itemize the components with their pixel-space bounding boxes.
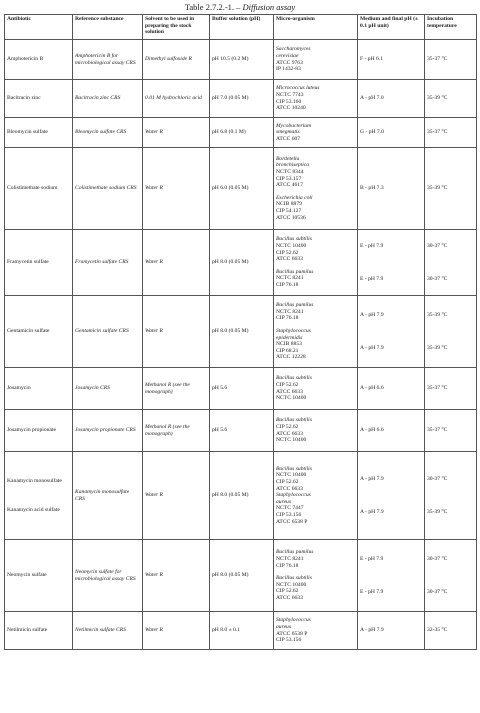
header-row — [5, 15, 477, 40]
solvent-cell-text: Water R — [145, 492, 163, 499]
incubation-cell-line: 35-39 °C — [427, 344, 448, 351]
micro-organism-cell-line: NCTC 8344 — [276, 169, 304, 176]
micro-organism-cell — [274, 118, 358, 148]
reference-substance-cell — [73, 40, 143, 80]
incubation-cell — [425, 410, 477, 452]
micro-organism-cell-line: CIP 52.62 — [276, 249, 299, 256]
medium-cell — [358, 368, 425, 410]
incubation-cell-text: 35-37 °C — [427, 129, 448, 136]
table-row — [5, 612, 477, 650]
solvent-cell-text: 0.01 M hydrochloric acid — [145, 95, 202, 102]
micro-organism-cell-line: ATCC 6633 — [276, 430, 303, 437]
reference-substance-cell-text: Gentamicin sulfate CRS — [75, 328, 129, 335]
reference-substance-cell-text: Framycetin sulfate CRS — [75, 259, 129, 266]
micro-organism-cell-line: NCTC 8241 — [276, 556, 304, 563]
micro-organism-cell-line: CIP 53.157 — [276, 175, 302, 182]
micro-organism-cell-line: CIP 76.18 — [276, 562, 299, 569]
solvent-cell-text: Methanol R (see the monograph) — [145, 381, 190, 395]
table-caption — [0, 2, 480, 12]
antibiotic-cell — [5, 368, 73, 410]
medium-cell-text: A - pH 6.6 — [360, 427, 384, 434]
micro-organism-cell-line: ATCC 9763 — [276, 59, 303, 66]
medium-cell — [358, 410, 425, 452]
buffer-cell — [210, 40, 274, 80]
antibiotic-cell-text: Netilmicin sulfate — [7, 627, 48, 634]
buffer-cell-text: pH 8.0 (0.05 M) — [212, 259, 249, 266]
antibiotic-cell-text: Josamycin — [7, 385, 31, 392]
antibiotic-cell-text: Amphotericin B — [7, 56, 44, 63]
micro-organism-cell-line: Bacillus pumilus — [276, 268, 314, 275]
reference-substance-cell — [73, 296, 143, 368]
buffer-cell — [210, 148, 274, 230]
micro-organism-cell-line: aureus — [276, 623, 292, 630]
buffer-cell — [210, 368, 274, 410]
micro-organism-cell-line: CIP 52.62 — [276, 423, 299, 430]
header-micro-organism: Micro-organism — [274, 15, 358, 40]
medium-cell — [358, 612, 425, 650]
medium-cell-text: A - pH 6.6 — [360, 385, 384, 392]
incubation-cell-text: 35-37 °C — [427, 385, 448, 392]
reference-substance-cell — [73, 148, 143, 230]
medium-cell-line: E - pH 7.9 — [360, 275, 384, 282]
reference-substance-cell-text: Netilmicin sulfate CRS — [75, 627, 126, 634]
medium-cell — [358, 118, 425, 148]
micro-organism-cell-line: NCTC 10400 — [276, 243, 307, 250]
micro-organism-cell-line: ATCC 6633 — [276, 485, 303, 492]
antibiotic-cell-line: Kanamycin acid sulfate — [7, 506, 60, 513]
micro-organism-cell-line: NCTC 7447 — [276, 505, 304, 512]
buffer-cell-text: pH 5.6 — [212, 385, 228, 392]
reference-substance-cell-text: Bacitracin zinc CRS — [75, 95, 121, 102]
buffer-cell-text: pH 10.5 (0.2 M) — [212, 56, 249, 63]
solvent-cell — [143, 296, 210, 368]
micro-organism-cell — [274, 612, 358, 650]
incubation-cell-text: 32-35 °C — [427, 627, 448, 634]
buffer-cell — [210, 612, 274, 650]
micro-organism-cell-line: NCIB 8853 — [276, 341, 302, 348]
table-row — [5, 230, 477, 296]
reference-substance-cell-text: Kanamycin monosulfate CRS — [75, 488, 130, 502]
incubation-cell-line: 30-37 °C — [427, 588, 448, 595]
medium-cell — [358, 148, 425, 230]
solvent-cell — [143, 40, 210, 80]
table-row — [5, 148, 477, 230]
reference-substance-cell-text: Amphotericin B for microbiological assay CRS — [75, 52, 136, 66]
incubation-cell-text: 35-39 °C — [427, 95, 448, 102]
medium-cell-line: E - pH 7.9 — [360, 588, 384, 595]
solvent-cell-text: Water R — [145, 328, 163, 335]
table-row — [5, 410, 477, 452]
buffer-cell-text: pH 8.0 ± 0.1 — [212, 627, 241, 634]
micro-organism-cell-line: CIP 52.62 — [276, 381, 299, 388]
incubation-cell-line: 35-39 °C — [427, 311, 448, 318]
reference-substance-cell — [73, 410, 143, 452]
medium-cell — [358, 540, 425, 612]
antibiotic-cell-line: Kanamycin monosulfate — [7, 477, 62, 484]
micro-organism-cell-line: bronchiseptica — [276, 162, 310, 169]
reference-substance-cell — [73, 452, 143, 540]
antibiotic-cell — [5, 452, 73, 540]
micro-organism-cell — [274, 148, 358, 230]
buffer-cell-text: pH 5.6 — [212, 427, 228, 434]
solvent-cell — [143, 540, 210, 612]
incubation-cell-line: 30-37 °C — [427, 242, 448, 249]
medium-cell — [358, 230, 425, 296]
buffer-cell-text: pH 6.0 (0.05 M) — [212, 185, 249, 192]
medium-cell — [358, 296, 425, 368]
medium-cell-line: E - pH 7.9 — [360, 242, 384, 249]
incubation-cell — [425, 40, 477, 80]
micro-organism-cell-line: Bacillus pumilus — [276, 302, 314, 309]
header-antibiotic: Antibiotic — [5, 15, 73, 40]
antibiotic-cell-text: Colistimethate sodium — [7, 185, 58, 192]
micro-organism-cell-line: Staphylococcus — [276, 327, 311, 334]
reference-substance-cell — [73, 612, 143, 650]
reference-substance-cell — [73, 368, 143, 410]
table-row — [5, 80, 477, 118]
buffer-cell-text: pH 8.0 (0.05 M) — [212, 328, 249, 335]
buffer-cell-text: pH 8.0 (0.05 M) — [212, 492, 249, 499]
incubation-cell — [425, 540, 477, 612]
reference-substance-cell-text: Josamycin CRS — [75, 385, 110, 392]
diffusion-assay-table — [4, 14, 477, 650]
incubation-cell — [425, 80, 477, 118]
solvent-cell-text: Water R — [145, 572, 163, 579]
micro-organism-cell-line: CIP 68.21 — [276, 347, 299, 354]
medium-cell — [358, 40, 425, 80]
micro-organism-cell — [274, 410, 358, 452]
micro-organism-cell-line: Bordetella — [276, 155, 300, 162]
micro-organism-cell-line: NCIB 8879 — [276, 201, 302, 208]
micro-organism-cell-line: ATCC 10536 — [276, 214, 306, 221]
micro-organism-cell-line: NCTC 10400 — [276, 395, 307, 402]
table-row — [5, 452, 477, 540]
medium-cell-line: A - pH 7.9 — [360, 508, 384, 515]
header-medium: Medium and final pH (± 0.1 pH unit) — [358, 15, 425, 40]
incubation-cell-line: 30-37 °C — [427, 555, 448, 562]
solvent-cell-text: Water R — [145, 259, 163, 266]
buffer-cell-text: pH 8.0 (0.05 M) — [212, 572, 249, 579]
buffer-cell — [210, 540, 274, 612]
solvent-cell — [143, 230, 210, 296]
header-incubation: Incubation temperature — [425, 15, 477, 40]
reference-substance-cell-text: Colistimethate sodium CRS — [75, 185, 137, 192]
micro-organism-cell — [274, 540, 358, 612]
buffer-cell-text: pH 7.0 (0.05 M) — [212, 95, 249, 102]
micro-organism-cell-line: IP 1432-83 — [276, 66, 301, 73]
micro-organism-cell-line: smegmatis — [276, 129, 300, 136]
micro-organism-cell-line: cerevisiae — [276, 52, 299, 59]
incubation-cell-text: 35-37 °C — [427, 427, 448, 434]
buffer-cell-text: pH 6.8 (0.1 M) — [212, 129, 246, 136]
medium-cell — [358, 80, 425, 118]
micro-organism-cell-line: Bacillus subtilis — [276, 375, 312, 382]
incubation-cell-line: 30-37 °C — [427, 475, 448, 482]
micro-organism-cell-line: ATCC 6633 — [276, 594, 303, 601]
table-body — [5, 40, 477, 650]
micro-organism-cell-line: NCTC 7743 — [276, 91, 304, 98]
micro-organism-cell-line: CIP 52.62 — [276, 479, 299, 486]
antibiotic-cell-text: Framycetin sulfate — [7, 259, 49, 266]
solvent-cell — [143, 80, 210, 118]
micro-organism-cell-line: Bacillus subtilis — [276, 465, 312, 472]
micro-organism-cell-line: CIP 52.62 — [276, 588, 299, 595]
table-row — [5, 118, 477, 148]
incubation-cell-line: 35-39 °C — [427, 508, 448, 515]
solvent-cell — [143, 452, 210, 540]
micro-organism-cell-line: NCTC 10400 — [276, 437, 307, 444]
reference-substance-cell-text: Josamycin propionate CRS — [75, 427, 136, 434]
micro-organism-cell-line: CIP 53.156 — [276, 637, 302, 644]
solvent-cell — [143, 148, 210, 230]
micro-organism-cell — [274, 230, 358, 296]
incubation-cell — [425, 148, 477, 230]
table-row — [5, 40, 477, 80]
incubation-cell-line: 30-37 °C — [427, 275, 448, 282]
table-number: Table 2.7.2.-1. – — [184, 2, 241, 12]
solvent-cell — [143, 612, 210, 650]
reference-substance-cell-text: Neomycin sulfate for microbiological assay CRS — [75, 568, 136, 582]
buffer-cell — [210, 80, 274, 118]
reference-substance-cell — [73, 540, 143, 612]
micro-organism-cell-line: CIP 53.156 — [276, 511, 302, 518]
medium-cell-text: A - pH 7.0 — [360, 95, 384, 102]
micro-organism-cell-line: Bacillus pumilus — [276, 549, 314, 556]
antibiotic-cell — [5, 118, 73, 148]
incubation-cell — [425, 612, 477, 650]
micro-organism-cell — [274, 80, 358, 118]
micro-organism-cell-line: Saccharomyces — [276, 46, 311, 53]
incubation-cell — [425, 118, 477, 148]
medium-cell-line: A - pH 7.9 — [360, 475, 384, 482]
antibiotic-cell — [5, 540, 73, 612]
micro-organism-cell-line: ATCC 12228 — [276, 354, 306, 361]
solvent-cell — [143, 368, 210, 410]
reference-substance-cell — [73, 118, 143, 148]
antibiotic-cell — [5, 148, 73, 230]
micro-organism-cell-line: Bacillus subtilis — [276, 417, 312, 424]
micro-organism-cell — [274, 40, 358, 80]
antibiotic-cell — [5, 80, 73, 118]
micro-organism-cell — [274, 452, 358, 540]
solvent-cell-text: Water R — [145, 129, 163, 136]
antibiotic-cell — [5, 230, 73, 296]
micro-organism-cell-line: ATCC 4617 — [276, 182, 303, 189]
micro-organism-cell-line: CIP 54.127 — [276, 207, 302, 214]
micro-organism-cell-line: epidermidis — [276, 334, 303, 341]
antibiotic-cell-text: Neomycin sulfate — [7, 572, 47, 579]
solvent-cell-text: Water R — [145, 627, 163, 634]
medium-cell-text: B - pH 7.3 — [360, 185, 384, 192]
micro-organism-cell-line: Bacillus subtilis — [276, 575, 312, 582]
medium-cell-line: E - pH 7.9 — [360, 555, 384, 562]
micro-organism-cell-line: CIP 53.160 — [276, 98, 302, 105]
medium-cell-line: A - pH 7.9 — [360, 344, 384, 351]
incubation-cell — [425, 452, 477, 540]
antibiotic-cell — [5, 612, 73, 650]
micro-organism-cell-line: ATCC 607 — [276, 135, 301, 142]
micro-organism-cell-line: NCTC 8241 — [276, 275, 304, 282]
buffer-cell — [210, 410, 274, 452]
medium-cell-line: A - pH 7.9 — [360, 311, 384, 318]
micro-organism-cell-line: ATCC 10240 — [276, 105, 306, 112]
buffer-cell — [210, 118, 274, 148]
micro-organism-cell-line: Staphylococcus — [276, 492, 311, 499]
antibiotic-cell-text: Gentamicin sulfate — [7, 328, 50, 335]
antibiotic-cell-text: Bacitracin zinc — [7, 95, 41, 102]
solvent-cell-text: Dimethyl sulfoxide R — [145, 56, 192, 63]
table-row — [5, 368, 477, 410]
medium-cell-text: F - pH 6.1 — [360, 56, 383, 63]
reference-substance-cell — [73, 230, 143, 296]
antibiotic-cell — [5, 296, 73, 368]
micro-organism-cell-line: NCTC 10400 — [276, 472, 307, 479]
micro-organism-cell-line: aureus — [276, 498, 292, 505]
table-row — [5, 540, 477, 612]
incubation-cell — [425, 230, 477, 296]
micro-organism-cell-line: NCTC 8241 — [276, 308, 304, 315]
micro-organism-cell — [274, 296, 358, 368]
header-buffer: Buffer solution (pH) — [210, 15, 274, 40]
incubation-cell — [425, 296, 477, 368]
table-row — [5, 296, 477, 368]
micro-organism-cell-line: ATCC 6633 — [276, 256, 303, 263]
incubation-cell-text: 35-37 °C — [427, 56, 448, 63]
micro-organism-cell-line: ATCC 6633 — [276, 388, 303, 395]
reference-substance-cell-text: Bleomycin sulfate CRS — [75, 129, 127, 136]
micro-organism-cell-line: Staphylococcus — [276, 617, 311, 624]
medium-cell-text: A - pH 7.9 — [360, 627, 384, 634]
antibiotic-cell — [5, 40, 73, 80]
antibiotic-cell-text: Bleomycin sulfate — [7, 129, 48, 136]
incubation-cell — [425, 368, 477, 410]
incubation-cell-text: 35-39 °C — [427, 185, 448, 192]
solvent-cell-text: Methanol R (see the monograph) — [145, 423, 190, 437]
solvent-cell — [143, 410, 210, 452]
header-reference: Reference substance — [73, 15, 143, 40]
micro-organism-cell-line: CIP 76.18 — [276, 315, 299, 322]
table-title: Diffusion assay — [242, 2, 296, 12]
micro-organism-cell-line: ATCC 6538 P — [276, 518, 308, 525]
reference-substance-cell — [73, 80, 143, 118]
antibiotic-cell — [5, 410, 73, 452]
micro-organism-cell-line: Micrococcus luteus — [276, 85, 320, 92]
antibiotic-cell-text: Josamycin propionate — [7, 427, 56, 434]
medium-cell — [358, 452, 425, 540]
buffer-cell — [210, 452, 274, 540]
micro-organism-cell — [274, 368, 358, 410]
buffer-cell — [210, 296, 274, 368]
medium-cell-text: G - pH 7.0 — [360, 129, 384, 136]
header-solvent: Solvent to be used in preparing the stock solution — [143, 15, 210, 40]
micro-organism-cell-line: Bacillus subtilis — [276, 236, 312, 243]
micro-organism-cell-line: Escherichia coli — [276, 194, 313, 201]
micro-organism-cell-line: Mycobacterium — [276, 122, 312, 129]
micro-organism-cell-line: ATCC 6538 P — [276, 630, 308, 637]
buffer-cell — [210, 230, 274, 296]
micro-organism-cell-line: NCTC 10400 — [276, 581, 307, 588]
solvent-cell-text: Water R — [145, 185, 163, 192]
solvent-cell — [143, 118, 210, 148]
micro-organism-cell-line: CIP 76.18 — [276, 281, 299, 288]
